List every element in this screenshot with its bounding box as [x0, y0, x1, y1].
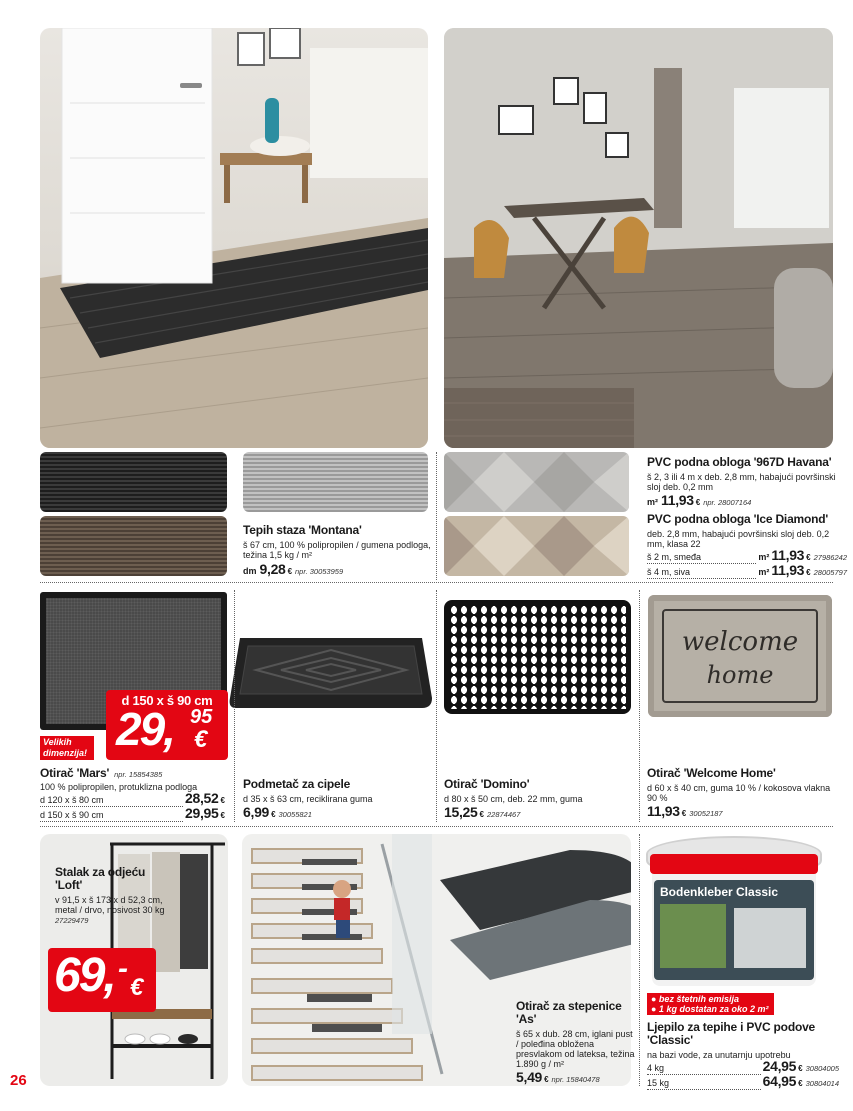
- welcome-info: [647, 767, 837, 819]
- product-name: PVC podna obloga '967D Havana': [647, 455, 832, 469]
- welcome-mat: [648, 595, 832, 717]
- separator: [639, 834, 640, 1086]
- sku: 28005797: [813, 568, 847, 577]
- as-info: [516, 1000, 636, 1085]
- bullet: ● bez štetnih emisija: [651, 994, 739, 1004]
- hallway-illustration: [40, 28, 428, 448]
- dining-room-illustration: [444, 28, 833, 448]
- product-name: Otirač za stepenice: [516, 999, 622, 1013]
- price: 5,49: [516, 1069, 543, 1085]
- bullet: ● 1 kg dostatan za oko 2 m²: [651, 1004, 769, 1014]
- sku: npr. 15854385: [114, 770, 163, 779]
- price: 64,95: [762, 1073, 797, 1089]
- mat-text: welcome: [681, 627, 799, 657]
- product-desc: deb. 2,8 mm, habajući površinski sloj deb. 0,2 mm, klasa 22: [647, 529, 830, 549]
- product-name: Stalak za odjeću: [55, 865, 146, 879]
- price-row: [647, 549, 847, 564]
- currency: €: [479, 810, 484, 819]
- variant-label: š 4 m, siva: [647, 566, 756, 579]
- price: 11,93: [771, 547, 805, 563]
- price-row: [647, 1075, 839, 1090]
- badge-price-dash: -: [118, 952, 128, 985]
- price: 6,99: [243, 804, 270, 820]
- price: 28,52: [185, 790, 219, 806]
- product-name: Podmetač za cipele: [243, 777, 351, 791]
- dining-room-photo: [444, 28, 833, 448]
- label-line: dimenzija!: [43, 748, 88, 758]
- product-desc: š 67 cm, 100 % polipropilen / gumena podloga, težina 1,5 kg / m²: [243, 540, 431, 560]
- montana-swatch-brown: [40, 516, 227, 576]
- variant-label: š 2 m, smeđa: [647, 551, 756, 564]
- mars-price-badge: [106, 690, 228, 760]
- price: 11,93: [647, 803, 680, 819]
- product-name: Otirač 'Mars': [40, 766, 110, 780]
- sku: npr. 28007164: [703, 498, 752, 507]
- big-size-label: [40, 736, 94, 760]
- badge-price-int: 29,: [116, 703, 174, 755]
- separator: [40, 826, 833, 827]
- product-desc: š 65 x dub. 28 cm, iglani pust / poleđina obložena presvlakom od lateksa, težina 1.890 g / m²: [516, 1029, 635, 1069]
- havana-info: [647, 456, 847, 508]
- product-desc: na bazi vode, za unutarnju upotrebu: [647, 1050, 791, 1060]
- domino-mat: [444, 600, 631, 714]
- product-name: 'Classic': [647, 1033, 693, 1047]
- currency: €: [287, 567, 293, 576]
- product-desc: d 35 x š 63 cm, reciklirana guma: [243, 794, 373, 804]
- badge-currency: €: [130, 974, 144, 1001]
- variant-label: d 120 x š 80 cm: [40, 794, 183, 807]
- badge-currency: €: [194, 726, 208, 753]
- separator: [639, 590, 640, 822]
- price-row: [40, 807, 228, 822]
- havana-swatch: [444, 452, 629, 512]
- product-desc: d 80 x š 50 cm, deb. 22 mm, guma: [444, 794, 583, 804]
- separator: [40, 582, 833, 583]
- product-name: 'Loft': [55, 878, 83, 892]
- variant-label: 4 kg: [647, 1062, 761, 1075]
- ice-diamond-info: [647, 513, 847, 579]
- price-row: [647, 1060, 839, 1075]
- product-name: Otirač 'Welcome Home': [647, 766, 776, 780]
- currency: €: [806, 568, 811, 577]
- price: 29,95: [185, 805, 219, 821]
- price: 11,93: [771, 562, 805, 578]
- sku: 30804014: [805, 1079, 839, 1088]
- separator: [234, 590, 235, 822]
- mars-info: [40, 767, 228, 822]
- separator: [436, 452, 437, 580]
- loft-info: [55, 866, 185, 925]
- classic-info: [647, 1021, 839, 1090]
- currency: €: [798, 1064, 803, 1073]
- hallway-photo: [40, 28, 428, 448]
- shoe-tray-image: [226, 628, 436, 712]
- price: 11,93: [661, 492, 694, 508]
- classic-bucket: [640, 836, 830, 988]
- currency: €: [695, 498, 701, 507]
- bucket-label: Bodenkleber Classic: [660, 885, 779, 899]
- sku: 27986242: [813, 553, 847, 562]
- currency: €: [681, 809, 687, 818]
- product-desc: v 91,5 x š 173 x d 52,3 cm, metal / drvo, nosivost 30 kg: [55, 895, 165, 915]
- product-desc: š 2, 3 ili 4 m x deb. 2,8 mm, habajući površinski sloj deb. 0,2 mm: [647, 472, 836, 492]
- product-name: PVC podna obloga 'Ice Diamond': [647, 512, 829, 526]
- ice-diamond-swatch: [444, 516, 629, 576]
- price: 9,28: [259, 561, 286, 577]
- price: 15,25: [444, 804, 478, 820]
- badge-price-dec: 95: [190, 706, 213, 728]
- product-name: 'As': [516, 1012, 537, 1026]
- price: 24,95: [762, 1058, 797, 1074]
- price-row: [647, 564, 847, 579]
- classic-bullets: [647, 993, 774, 1015]
- currency: €: [544, 1075, 549, 1084]
- page-number: 26: [10, 1072, 27, 1089]
- currency: €: [220, 811, 225, 820]
- product-name: Tepih staza 'Montana': [243, 523, 362, 537]
- sku: 30055821: [278, 810, 312, 819]
- product-desc: d 60 x š 40 cm, guma 10 % / kokosova vlakna 90 %: [647, 783, 831, 803]
- price-unit: m²: [758, 567, 770, 577]
- loft-price-badge: [48, 948, 156, 1012]
- price-unit: dm: [243, 566, 257, 576]
- currency: €: [271, 810, 276, 819]
- currency: €: [806, 553, 811, 562]
- currency: €: [798, 1079, 803, 1088]
- montana-swatch-black: [40, 452, 227, 512]
- product-name: Ljepilo za tepihe i PVC podove: [647, 1020, 816, 1034]
- badge-size: d 150 x š 90 cm: [121, 693, 213, 708]
- product-name: Otirač 'Domino': [444, 777, 530, 791]
- price-unit: m²: [647, 497, 658, 507]
- variant-label: 15 kg: [647, 1077, 761, 1090]
- domino-info: [444, 778, 634, 820]
- sku: npr. 15840478: [551, 1075, 600, 1084]
- montana-info: [243, 524, 433, 577]
- sku: 27229479: [55, 916, 89, 925]
- price-unit: m²: [758, 552, 770, 562]
- sku: 30804005: [805, 1064, 839, 1073]
- montana-swatch-grey: [243, 452, 428, 512]
- badge-price-int: 69,: [54, 949, 115, 1002]
- sku: 22874467: [487, 810, 521, 819]
- separator: [436, 590, 437, 822]
- sku: 30052187: [689, 809, 723, 818]
- currency: €: [220, 796, 225, 805]
- shoe-tray-info: [243, 778, 433, 820]
- product-desc: 100 % polipropilen, protuklizna podloga: [40, 782, 198, 792]
- variant-label: d 150 x š 90 cm: [40, 809, 183, 822]
- label-line: Velikih: [43, 737, 72, 747]
- sku: npr. 30053959: [295, 567, 344, 576]
- mat-text: home: [706, 661, 774, 689]
